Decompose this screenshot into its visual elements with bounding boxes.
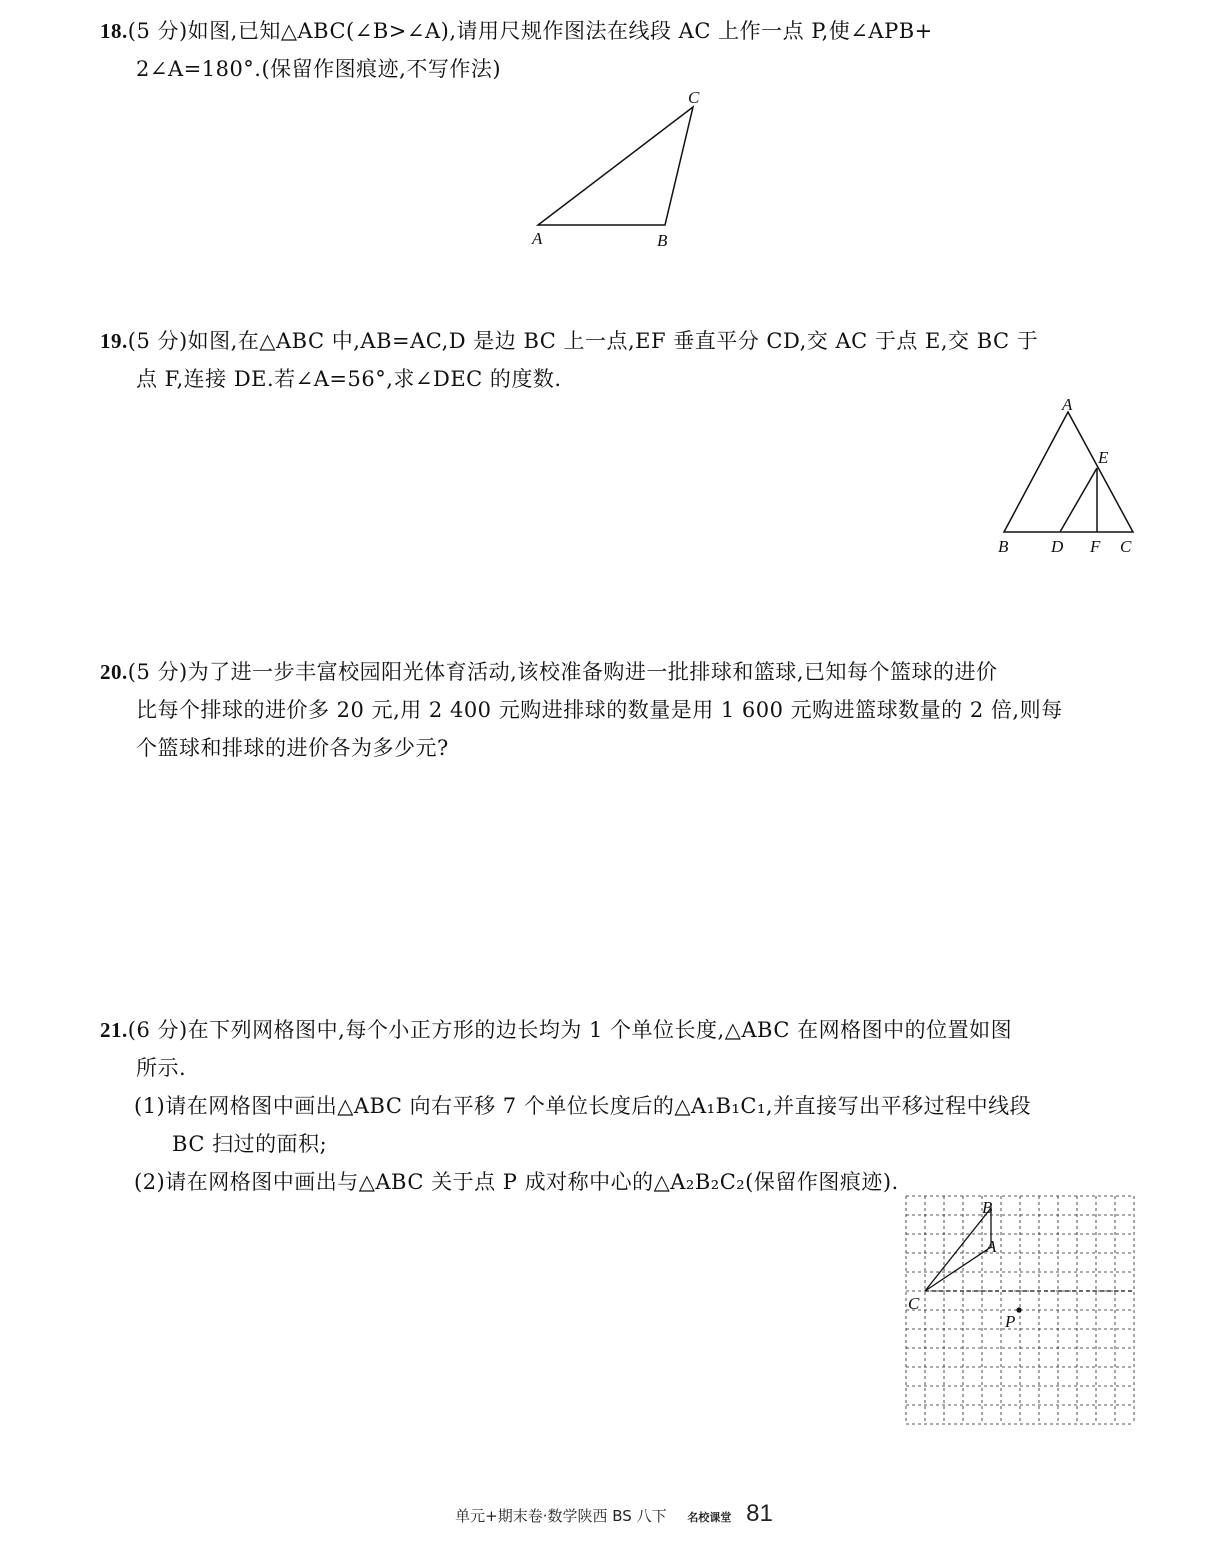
publisher-logo: 名校课堂 [687,1511,732,1524]
subquestion-1-text: (1)请在网格图中画出△ABC 向右平移 7 个单位长度后的△A₁B₁C₁,并直接写出平移过程中线段 [134,1094,1032,1118]
subquestion-2-text: (2)请在网格图中画出与△ABC 关于点 P 成对称中心的△A₂B₂C₂(保留作图痕迹). [134,1170,899,1194]
triangle-abc-figure [520,85,720,255]
question-text: 比每个排球的进价多 20 元,用 2 400 元购进排球的数量是用 1 600 元购进篮球数量的 2 倍,则每 [136,698,1063,722]
vertex-label-c: C [908,1294,920,1313]
footer-text: 单元+期末卷·数学陕西 BS 八下 [455,1507,667,1525]
segment-de [1060,468,1097,532]
grid-figure [906,1196,1136,1426]
question-text: 个篮球和排球的进价各为多少元? [136,736,449,760]
question-number: 21. [100,1018,128,1042]
question-text: (5 分)如图,已知△ABC(∠B>∠A),请用尺规作图法在线段 AC 上作一点 P,使∠APB+ [127,19,933,43]
vertex-label-b: B [657,231,668,250]
point-p-marker [1016,1307,1021,1312]
question-number: 20. [100,660,128,684]
question-number: 19. [100,329,128,353]
vertex-label-b: B [998,537,1009,556]
vertex-label-a: A [986,1237,997,1256]
vertex-label-b: B [982,1198,993,1217]
isosceles-triangle-figure [990,395,1150,565]
triangle-abc [538,107,693,225]
question-20 [100,653,1140,767]
page-number: 81 [746,1500,773,1527]
question-text: 点 F,连接 DE.若∠A=56°,求∠DEC 的度数. [136,367,562,391]
vertex-label-d: D [1051,537,1064,556]
vertex-label-c: C [688,88,700,107]
question-text: 所示. [136,1056,187,1080]
vertex-label-c: C [1120,537,1132,556]
question-text: (6 分)在下列网格图中,每个小正方形的边长均为 1 个单位长度,△ABC 在网格图中的位置如图 [127,1018,1013,1042]
triangle-abc [925,1208,991,1291]
subquestion-1-text: BC 扫过的面积; [172,1132,328,1156]
vertex-label-f: F [1090,537,1101,556]
vertex-label-a: A [1062,395,1073,414]
page-footer [0,1500,1228,1528]
vertex-label-e: E [1098,448,1109,467]
question-text: (5 分)为了进一步丰富校园阳光体育活动,该校准备购进一批排球和篮球,已知每个篮球的进价 [127,660,998,684]
question-19 [100,322,1140,398]
question-text: 2∠A=180°.(保留作图痕迹,不写作法) [136,57,502,81]
triangle-abc [1004,412,1133,532]
question-18 [100,12,1140,88]
vertex-label-a: A [532,229,543,248]
question-21 [100,1011,1140,1201]
point-label-p: P [1005,1312,1016,1331]
question-number: 18. [100,19,128,43]
question-text: (5 分)如图,在△ABC 中,AB=AC,D 是边 BC 上一点,EF 垂直平分 CD,交 AC 于点 E,交 BC 于 [127,329,1039,353]
